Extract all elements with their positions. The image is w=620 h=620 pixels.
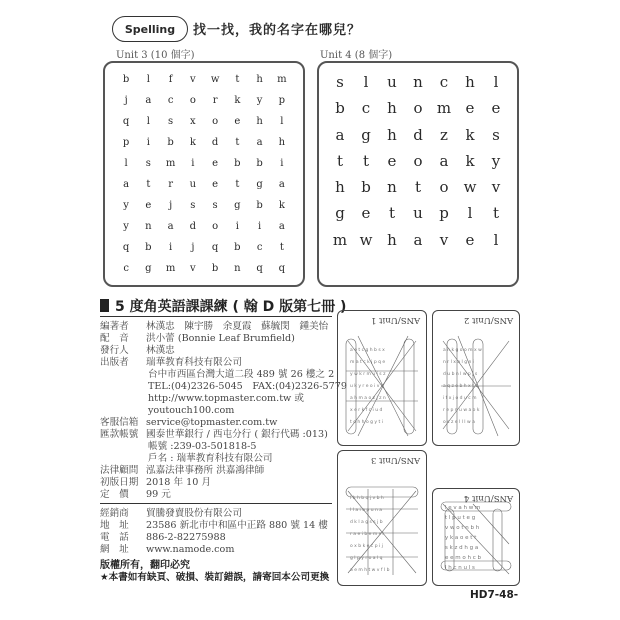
unit3-letter-cell: s [168,116,174,127]
unit3-letter-cell: c [167,95,174,106]
info-value: 泓嘉法律事務所 洪嘉鴻律師 [146,465,265,476]
address-line: 台中市西區台灣大道二段 489 號 26 樓之 2 [148,369,335,380]
unit3-letter-cell: d [189,221,197,232]
info-remit [100,429,328,440]
unit3-letter-cell: b [211,263,219,274]
unit4-label: Unit 4 (8 個字) [320,50,393,61]
svg-text:x e r k f c i u d: x e r k f c i u d [350,408,383,413]
unit3-letter-cell: f [168,74,173,85]
info-value: 2018 年 10 月 [146,477,211,488]
page-code: HD7-48- [470,589,519,601]
unit3-letter-cell: k [234,95,241,106]
unit4-letter-cell: h [335,178,345,197]
unit4-letter-cell: m [332,230,348,249]
info-label: 發行人 [100,345,129,356]
svg-text:t o h h o g y t i: t o h h o g y t i [350,420,383,425]
info-publisher [100,357,242,368]
unit3-letter-cell: e [212,179,219,190]
svg-text:l h c n u l s: l h c n u l s [445,565,475,571]
info-label: 編著者 [100,321,129,332]
unit3-letter-cell: o [212,221,219,232]
info-distributor [100,508,242,519]
info-label: 配 音 [100,333,129,344]
unit4-letter-cell: n [387,178,397,197]
unit3-letter-cell: y [123,200,129,211]
unit4-letter-cell: m [436,99,452,118]
unit3-letter-cell: a [167,221,174,232]
info-label: 經銷商 [100,508,129,519]
unit3-letter-cell: u [189,179,197,190]
unit3-letter-cell: o [212,116,219,127]
info-legal [100,465,264,476]
unit3-letter-cell: s [212,200,218,211]
svg-text:y k a o e t t: y k a o e t t [445,535,477,541]
unit4-letter-cell: y [491,151,501,170]
unit3-letter-cell: h [256,74,263,85]
answer-label-unit4: ANS/Unit 4 [463,493,513,503]
divider [100,503,332,504]
svg-text:d k l a g s s j b: d k l a g s s j b [350,520,383,525]
unit4-letter-cell: s [336,73,344,92]
unit4-letter-cell: u [413,204,423,223]
info-price [100,489,171,500]
unit3-label: Unit 3 (10 個字) [116,50,195,61]
unit3-letter-cell: s [190,200,196,211]
unit3-letter-cell: h [256,116,263,127]
info-label: 法律顧問 [100,465,139,476]
unit4-letter-cell: d [413,125,423,144]
instruction-text: 找一找，我的名字在哪兒？ [193,23,362,38]
unit4-letter-cell: e [465,230,475,249]
unit4-letter-cell: t [362,151,370,170]
divider [100,316,332,317]
info-label: 地 址 [100,520,129,531]
unit3-letter-cell: n [234,263,241,274]
unit3-letter-cell: a [123,179,130,190]
unit4-letter-cell: o [439,178,449,197]
info-editor [100,321,328,332]
info-label: 客服信箱 [100,417,139,428]
unit4-letter-cell: g [335,204,345,223]
svg-text:l l a i o p u n a: l l a i o p u n a [350,508,383,513]
unit3-letter-cell: t [235,179,240,190]
remit-name: 戶名 : 瑞華教育科技有限公司 [148,453,273,464]
unit3-letter-cell: m [165,158,176,169]
unit4-letter-cell: t [336,151,344,170]
unit3-letter-cell: b [145,242,152,253]
svg-text:u k y r e o i v h: u k y r e o i v h [350,384,384,389]
unit3-letter-cell: t [235,137,240,148]
info-publisher-person [100,345,175,356]
svg-text:m a t c k j p q e: m a t c k j p q e [350,360,386,365]
unit4-letter-cell: a [439,151,449,170]
info-date [100,477,211,488]
unit3-letter-cell: q [278,263,286,274]
unit4-letter-cell: t [492,204,500,223]
unit3-letter-cell: b [256,200,263,211]
info-value: 林漢忠 陳宇勝 余夏霞 蘇毓閔 鍾美怡 [146,321,329,332]
info-value: 23586 新北市中和區中正路 880 號 14 樓 [146,520,328,531]
svg-text:n r l x a l g n i: n r l x a l g n i [443,360,475,365]
answer-label-unit2: ANS/Unit 2 [463,315,513,325]
book-title-text: 5 度角英語課課練 ( 翰 D 版第七冊 ) [115,299,347,315]
unit4-letter-cell: k [465,151,475,170]
info-value: 洪小蕾 (Bonnie Leaf Brumfield) [146,333,295,344]
unit4-letter-cell: g [361,125,371,144]
unit3-letter-cell: p [278,95,286,106]
unit4-letter-cell: a [335,125,345,144]
spelling-badge: Spelling [112,16,188,42]
unit3-letter-cell: d [211,137,219,148]
svg-text:a e m h t w v f l b: a e m h t w v f l b [350,568,390,573]
info-service [100,417,277,428]
unit3-letter-cell: i [169,242,173,253]
unit3-letter-cell: q [122,242,130,253]
answer-grid-unit1 [338,311,425,444]
unit4-letter-cell: w [359,230,373,249]
unit3-letter-cell: e [234,116,241,127]
unit3-letter-cell: j [169,200,173,211]
title-square-icon [100,299,109,312]
unit3-letter-cell: h [278,137,286,148]
unit3-letter-cell: t [279,242,284,253]
unit4-word-grid [317,61,519,287]
copyright-text: 版權所有，翻印必究 [100,560,190,571]
unit3-letter-cell: e [212,158,219,169]
unit4-letter-cell: v [491,178,501,197]
svg-text:r a e i b e m s l: r a e i b e m s l [350,532,384,537]
unit3-letter-cell: g [145,263,152,274]
unit4-letter-cell: c [361,99,371,118]
unit3-letter-cell: k [189,137,196,148]
website-line-2: youtouch100.com [148,405,235,416]
unit4-letter-cell: t [414,178,422,197]
unit4-letter-cell: v [439,230,449,249]
info-voice [100,333,295,344]
unit4-letter-cell: e [361,204,371,223]
svg-text:a e t c g h b s x: a e t c g h b s x [350,348,385,353]
unit3-letter-cell: r [212,95,218,106]
unit4-letter-cell: n [413,73,423,92]
unit3-letter-cell: b [234,158,241,169]
unit3-letter-cell: i [258,221,262,232]
unit3-letter-cell: b [167,137,174,148]
info-value: 貿騰發賣股份有限公司 [146,508,242,519]
unit4-letter-cell: p [439,204,449,223]
unit3-letter-cell: a [278,179,285,190]
unit3-letter-cell: b [234,242,241,253]
unit4-letter-cell: h [465,73,475,92]
notice-text: ★本書如有缺頁、破損、裝訂錯誤，請寄回本公司更換 [100,572,330,583]
info-value: 瑞華教育科技有限公司 [146,357,242,368]
unit3-letter-cell: c [123,263,129,274]
unit3-letter-cell: i [146,137,150,148]
unit4-letter-cell: o [413,99,423,118]
svg-text:l h h b q j v b h: l h h b q j v b h [350,496,384,501]
unit4-letter-cell: h [387,99,397,118]
info-value: 886-2-82275988 [146,532,226,543]
svg-text:s k z d h g a: s k z d h g a [445,545,479,551]
unit4-letter-cell: o [413,151,423,170]
unit3-letter-cell: v [190,263,196,274]
unit3-letter-cell: a [278,221,285,232]
svg-text:o s z e l l l w a: o s z e l l l w a [443,420,475,425]
unit3-letter-cell: c [256,242,263,253]
unit3-letter-cell: g [256,179,263,190]
unit4-letter-cell: b [335,99,345,118]
answer-label-unit3: ANS/Unit 3 [370,455,420,465]
info-label: 匯款帳號 [100,429,139,440]
info-label: 網 址 [100,544,129,555]
unit3-letter-cell: x [190,116,196,127]
svg-text:d u b n l w p j s: d u b n l w p j s [443,372,478,377]
unit3-letter-cell: b [256,158,263,169]
svg-text:a q z e b h x t u: a q z e b h x t u [443,384,479,389]
info-value: www.namode.com [146,544,235,555]
svg-text:r e p n u w a o k: r e p n u w a o k [443,408,480,413]
svg-text:i f x j o d u c m: i f x j o d u c m [443,396,477,401]
unit3-letter-cell: y [123,221,129,232]
svg-text:g l p y r o a l q: g l p y r o a l q [350,556,383,561]
unit3-letter-cell: m [277,74,287,85]
unit3-letter-cell: t [235,74,240,85]
unit3-letter-cell: v [190,74,196,85]
info-value: 99 元 [146,489,171,500]
website-line: http://www.topmaster.com.tw 或 [148,393,304,404]
unit3-letter-cell: i [235,221,239,232]
unit4-letter-cell: l [467,204,473,223]
svg-text:l e v a h w m: l e v a h w m [445,505,481,511]
unit4-letter-cell: t [388,204,396,223]
unit4-letter-cell: c [439,73,449,92]
info-dist-web [100,544,234,555]
unit4-letter-cell: e [387,151,397,170]
svg-text:t l p u t e g: t l p u t e g [445,515,476,521]
unit3-letter-cell: o [189,95,196,106]
svg-text:a n k g o o m x w: a n k g o o m x w [443,348,482,353]
unit3-letter-cell: j [124,95,128,106]
unit3-letter-cell: q [122,116,130,127]
unit4-letter-cell: l [493,230,499,249]
unit4-letter-cell: a [413,230,423,249]
book-title [100,296,346,316]
answer-panel-unit3 [337,450,427,586]
unit4-letter-cell: h [387,125,397,144]
unit3-letter-cell: i [191,158,195,169]
answer-label-unit1: ANS/Unit 1 [370,315,420,325]
unit4-letter-cell: h [387,230,397,249]
info-dist-address [100,520,328,531]
unit4-letter-cell: l [363,73,369,92]
unit3-word-grid [103,61,305,287]
unit3-letter-cell: n [145,221,152,232]
info-label: 定 價 [100,489,129,500]
unit3-letter-cell: m [165,263,176,274]
svg-text:o x b k e c p i j: o x b k e c p i j [350,544,383,549]
answer-panel-unit1 [337,310,427,446]
svg-text:v w o t n b h: v w o t n b h [445,525,480,531]
info-value: 林漢忠 [146,345,175,356]
unit3-letter-cell: q [211,242,219,253]
unit3-letter-cell: y [256,95,263,106]
unit3-letter-cell: j [191,242,195,253]
info-value: service@topmaster.com.tw [146,417,278,428]
unit4-letter-cell: e [465,99,475,118]
unit4-letter-cell: z [440,125,448,144]
answer-panel-unit2 [432,310,520,446]
unit3-letter-cell: s [145,158,151,169]
info-label: 電 話 [100,532,129,543]
unit3-letter-cell: w [210,74,220,85]
answer-grid-unit2 [433,311,518,444]
unit3-letter-cell: l [280,116,284,127]
unit3-letter-cell: k [278,200,285,211]
info-label: 出版者 [100,357,129,368]
remit-account: 帳號 :239-03-501818-5 [148,441,257,452]
phone-line: TEL:(04)2326-5045 FAX:(04)2326-5779 [148,381,347,392]
answer-grid-unit3 [338,451,425,584]
answer-panel-unit4 [432,488,520,586]
unit3-letter-cell: q [256,263,263,274]
svg-text:e e m o h c b: e e m o h c b [445,555,481,561]
info-value: 國泰世華銀行 / 西屯分行 ( 銀行代碼 :013) [146,429,328,440]
unit3-letter-cell: l [146,116,150,127]
unit3-letter-cell: p [122,137,130,148]
unit3-letter-cell: a [145,95,152,106]
unit4-letter-cell: s [492,125,500,144]
unit3-letter-cell: t [146,179,151,190]
unit4-letter-cell: k [465,125,475,144]
unit4-letter-cell: u [387,73,397,92]
unit4-letter-cell: l [493,73,499,92]
unit3-letter-cell: b [122,74,130,85]
answer-grid-unit4 [433,489,518,584]
unit4-letter-cell: e [491,99,501,118]
unit4-letter-cell: b [361,178,371,197]
svg-text:a h m a o z j z n: a h m a o z j z n [350,396,386,401]
unit3-letter-cell: i [280,158,284,169]
unit3-letter-cell: l [146,74,150,85]
svg-text:y w k r m u i s z: y w k r m u i s z [350,372,386,377]
unit3-letter-cell: a [256,137,263,148]
info-dist-phone [100,532,226,543]
unit4-letter-cell: w [463,178,477,197]
unit3-letter-cell: l [124,158,128,169]
info-label: 初版日期 [100,477,139,488]
unit3-letter-cell: e [145,200,152,211]
unit3-letter-cell: r [168,179,174,190]
unit3-letter-cell: g [234,200,241,211]
